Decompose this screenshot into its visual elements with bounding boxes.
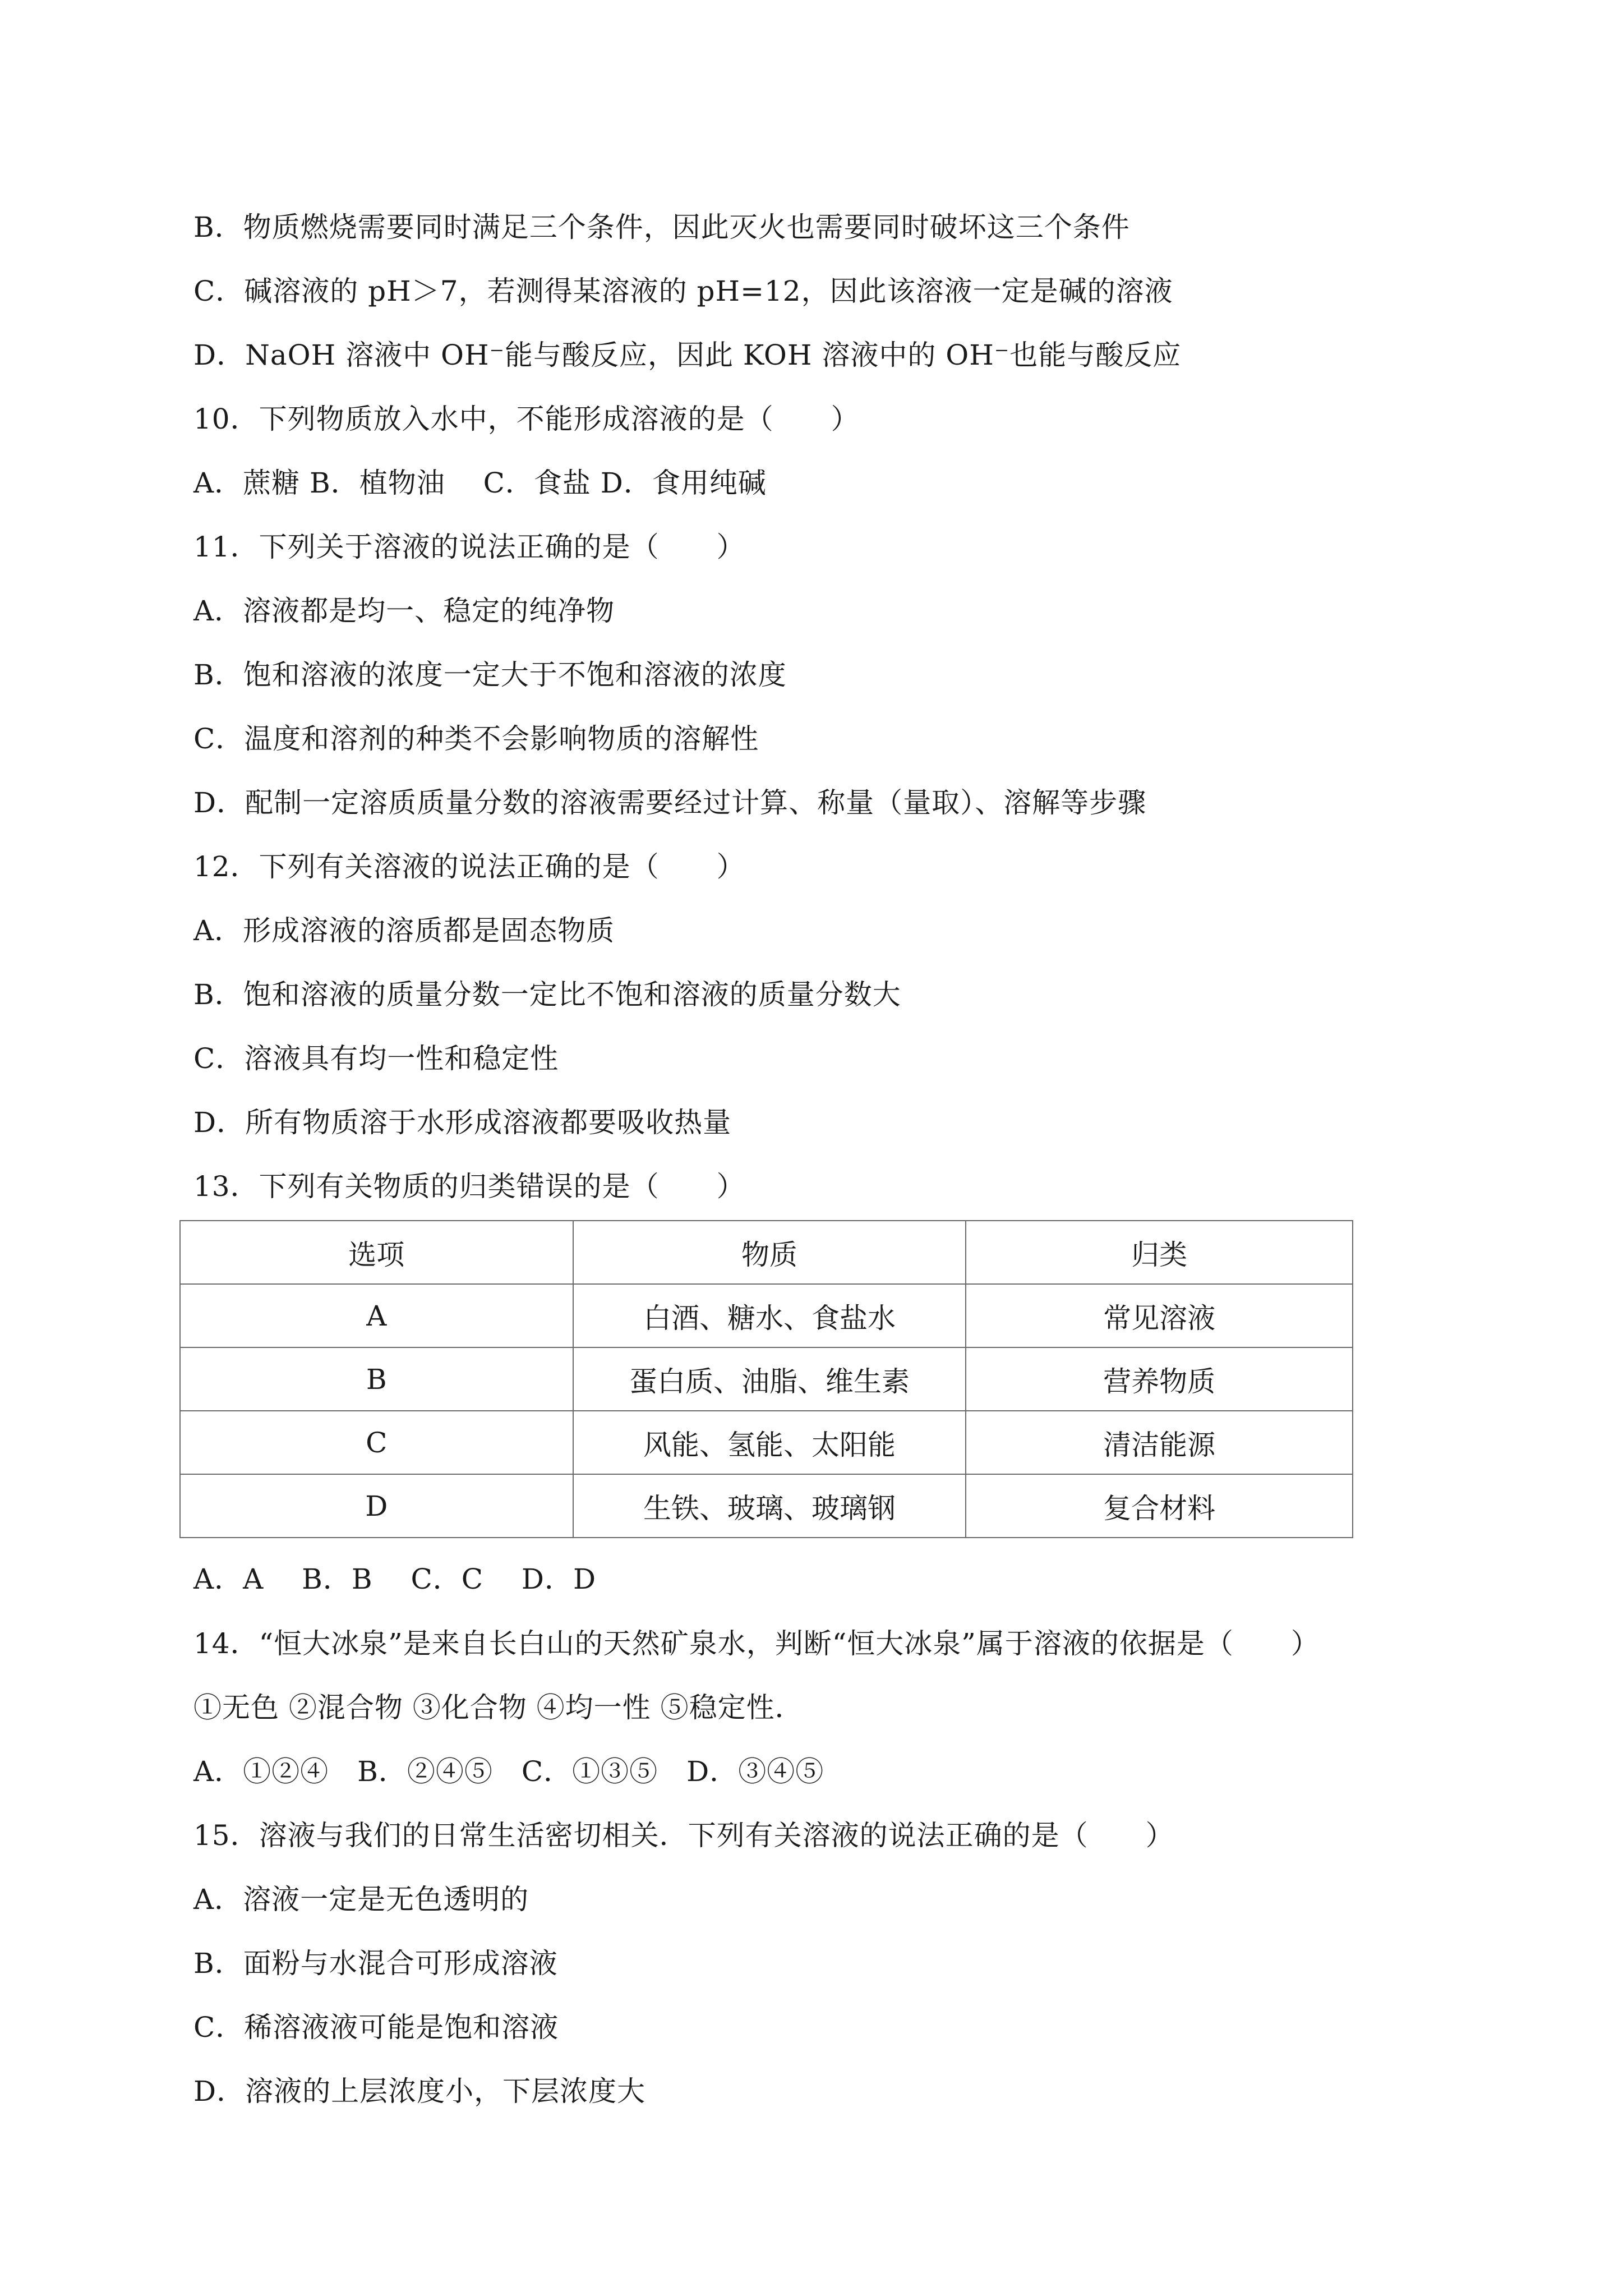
table-cell: D xyxy=(180,1474,573,1538)
table-header-cell: 归类 xyxy=(966,1221,1353,1284)
question-15: 15．溶液与我们的日常生活密切相关．下列有关溶液的说法正确的是（ ） xyxy=(193,1819,1174,1852)
table-cell: 风能、氢能、太阳能 xyxy=(573,1411,966,1474)
option-12a: A．形成溶液的溶质都是固态物质 xyxy=(193,914,615,947)
table-cell: 蛋白质、油脂、维生素 xyxy=(573,1347,966,1411)
table-cell: 白酒、糖水、食盐水 xyxy=(573,1284,966,1347)
table-cell: C xyxy=(180,1411,573,1474)
table-cell: 生铁、玻璃、玻璃钢 xyxy=(573,1474,966,1538)
option-12c: C．溶液具有均一性和稳定性 xyxy=(193,1042,559,1075)
table-header-row xyxy=(180,1221,1353,1284)
table-row xyxy=(180,1411,1353,1474)
table-cell: A xyxy=(180,1284,573,1347)
options-14: A．①②④ B．②④⑤ C．①③⑤ D．③④⑤ xyxy=(193,1755,824,1788)
option-15a: A．溶液一定是无色透明的 xyxy=(193,1883,529,1916)
classification-table xyxy=(179,1220,1353,1538)
option-11d: D．配制一定溶质质量分数的溶液需要经过计算、称量（量取）、溶解等步骤 xyxy=(193,786,1147,819)
option-15b: B．面粉与水混合可形成溶液 xyxy=(193,1947,558,1980)
question-10: 10．下列物质放入水中，不能形成溶液的是（ ） xyxy=(193,403,860,435)
table-cell: 常见溶液 xyxy=(966,1284,1353,1347)
table-header-cell: 物质 xyxy=(573,1221,966,1284)
question-14: 14．“恒大冰泉”是来自长白山的天然矿泉水，判断“恒大冰泉”属于溶液的依据是（ ） xyxy=(193,1627,1320,1660)
options-13: A．A B．B C．C D．D xyxy=(193,1563,597,1595)
option-11c: C．温度和溶剂的种类不会影响物质的溶解性 xyxy=(193,723,759,755)
option-12b: B．饱和溶液的质量分数一定比不饱和溶液的质量分数大 xyxy=(193,978,901,1011)
table-header-cell: 选项 xyxy=(180,1221,573,1284)
option-9d: D．NaOH 溶液中 OH⁻能与酸反应，因此 KOH 溶液中的 OH⁻也能与酸反应 xyxy=(193,339,1182,371)
options-10: A．蔗糖 B．植物油 C．食盐 D．食用纯碱 xyxy=(193,467,767,499)
table-cell: 复合材料 xyxy=(966,1474,1353,1538)
option-15d: D．溶液的上层浓度小，下层浓度大 xyxy=(193,2075,646,2108)
option-9c: C．碱溶液的 pH＞7，若测得某溶液的 pH=12，因此该溶液一定是碱的溶液 xyxy=(193,275,1173,307)
table-cell: B xyxy=(180,1347,573,1411)
question-12: 12．下列有关溶液的说法正确的是（ ） xyxy=(193,850,745,883)
table-row xyxy=(180,1474,1353,1538)
table-cell: 营养物质 xyxy=(966,1347,1353,1411)
question-13: 13．下列有关物质的归类错误的是（ ） xyxy=(193,1170,745,1203)
option-9b: B．物质燃烧需要同时满足三个条件，因此灭火也需要同时破坏这三个条件 xyxy=(193,211,1130,243)
option-11a: A．溶液都是均一、稳定的纯净物 xyxy=(193,595,615,627)
option-15c: C．稀溶液液可能是饱和溶液 xyxy=(193,2011,559,2044)
question-11: 11．下列关于溶液的说法正确的是（ ） xyxy=(193,531,745,563)
criteria-14: ①无色 ②混合物 ③化合物 ④均一性 ⑤稳定性． xyxy=(193,1691,804,1724)
table-row xyxy=(180,1284,1353,1347)
option-12d: D．所有物质溶于水形成溶液都要吸收热量 xyxy=(193,1106,732,1139)
option-11b: B．饱和溶液的浓度一定大于不饱和溶液的浓度 xyxy=(193,659,787,691)
table-row xyxy=(180,1347,1353,1411)
table-cell: 清洁能源 xyxy=(966,1411,1353,1474)
